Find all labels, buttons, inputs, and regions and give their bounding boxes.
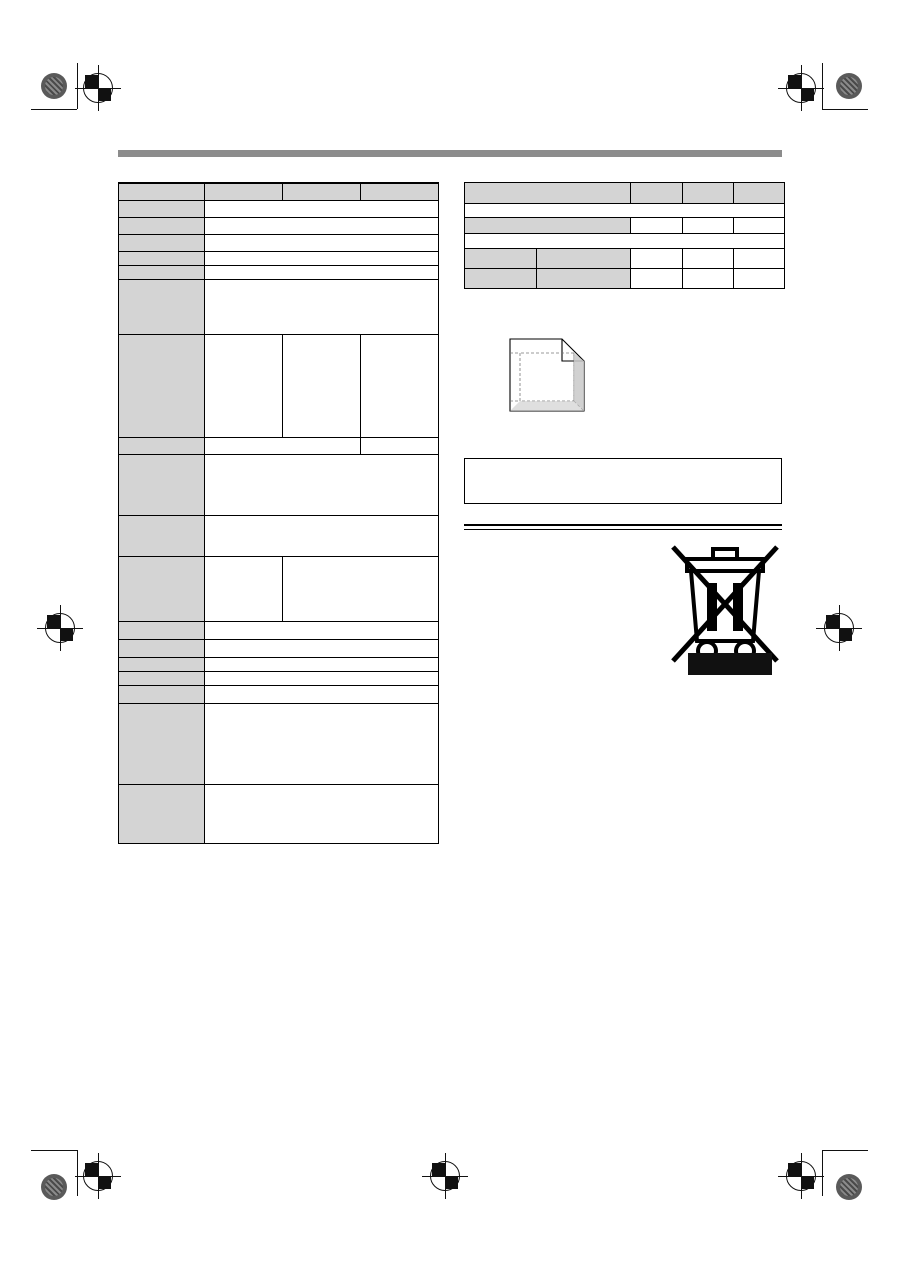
- spec-row-value: [205, 785, 439, 844]
- mini-row-label-b: [537, 269, 631, 289]
- mini-row-col2: [683, 269, 734, 289]
- mini-row-label-a: [465, 249, 537, 269]
- spec-row-value: [205, 686, 439, 704]
- table-row: [119, 686, 439, 704]
- mini-row-col2: [683, 218, 734, 234]
- spec-row-value: [205, 266, 439, 280]
- disposal-section-rule-thin: [464, 529, 782, 530]
- spec-header-col3: [361, 183, 439, 201]
- spec-header-col1: [205, 183, 283, 201]
- table-row: [119, 218, 439, 235]
- spec-row-label: [119, 704, 205, 785]
- registration-target-icon-mid-left: [45, 613, 75, 643]
- spec-row-label: [119, 252, 205, 266]
- table-row: [119, 266, 439, 280]
- spec-row-label: [119, 640, 205, 658]
- table-row: [465, 269, 785, 289]
- mini-row-full: [465, 204, 785, 218]
- table-row: [119, 704, 439, 785]
- spec-row-value: [205, 658, 439, 672]
- spec-row-value: [205, 516, 439, 557]
- spec-row-value: [205, 218, 439, 235]
- spec-row-value: [205, 704, 439, 785]
- table-row: [465, 218, 785, 234]
- isometric-box-diagram: [498, 335, 618, 435]
- mini-row-col1: [631, 269, 683, 289]
- mini-row-col1: [631, 218, 683, 234]
- spec-row-value-span: [283, 557, 439, 622]
- mini-row-col1: [631, 249, 683, 269]
- mini-row-col2: [683, 249, 734, 269]
- mini-row-col3: [734, 249, 785, 269]
- spec-row-value-col3: [361, 438, 439, 455]
- spec-row-value: [205, 672, 439, 686]
- registration-target-icon-bottom-center: [430, 1161, 460, 1191]
- spec-row-value: [205, 622, 439, 640]
- spec-header-label: [119, 183, 205, 201]
- mini-header-label: [465, 183, 631, 204]
- table-row: [119, 183, 439, 201]
- table-row: [119, 672, 439, 686]
- spec-row-label: [119, 622, 205, 640]
- spec-row-value-col1: [205, 335, 283, 438]
- spec-row-value-col3: [361, 335, 439, 438]
- spec-row-value: [205, 235, 439, 252]
- table-row: [465, 249, 785, 269]
- accessory-table: [464, 182, 785, 289]
- table-row: [119, 640, 439, 658]
- spec-row-label: [119, 235, 205, 252]
- table-row: [119, 622, 439, 640]
- spec-row-label: [119, 658, 205, 672]
- table-row: [119, 252, 439, 266]
- crop-mark-icon-bottom-right: [812, 1140, 868, 1196]
- spec-row-label: [119, 785, 205, 844]
- spec-row-label: [119, 672, 205, 686]
- mini-header-col3: [734, 183, 785, 204]
- spec-row-label: [119, 335, 205, 438]
- spec-row-value: [205, 280, 439, 335]
- spec-row-label: [119, 438, 205, 455]
- mini-row-label-b: [537, 249, 631, 269]
- spec-header-col2: [283, 183, 361, 201]
- table-row: [119, 557, 439, 622]
- spec-row-value: [205, 455, 439, 516]
- registration-target-icon-bottom-left: [83, 1161, 113, 1191]
- table-row: [465, 183, 785, 204]
- registration-target-icon-mid-right: [824, 613, 854, 643]
- table-row: [465, 234, 785, 249]
- spec-row-value: [205, 201, 439, 218]
- table-row: [119, 658, 439, 672]
- table-row: [119, 455, 439, 516]
- mini-header-col2: [683, 183, 734, 204]
- spec-row-label: [119, 280, 205, 335]
- spec-row-label: [119, 201, 205, 218]
- table-row: [119, 201, 439, 218]
- table-row: [119, 785, 439, 844]
- table-row: [119, 235, 439, 252]
- spec-row-label: [119, 266, 205, 280]
- spec-row-label: [119, 516, 205, 557]
- mini-header-col1: [631, 183, 683, 204]
- note-box: [464, 458, 782, 504]
- crop-mark-icon-top-right: [812, 63, 868, 119]
- spec-row-value-span: [205, 438, 361, 455]
- registration-target-icon-top-left: [83, 73, 113, 103]
- table-row: [119, 280, 439, 335]
- disposal-section-rule-thick: [464, 524, 782, 526]
- spec-row-label: [119, 218, 205, 235]
- table-row: [119, 438, 439, 455]
- table-row: [119, 516, 439, 557]
- disposal-bar: [688, 653, 772, 675]
- crop-mark-icon-bottom-left: [31, 1140, 87, 1196]
- spec-row-label: [119, 686, 205, 704]
- mini-row-label: [465, 218, 631, 234]
- mini-row-label-a: [465, 269, 537, 289]
- spec-row-value: [205, 252, 439, 266]
- spec-row-label: [119, 455, 205, 516]
- spec-row-value-col2: [283, 335, 361, 438]
- specifications-table: [118, 182, 439, 844]
- table-row: [465, 204, 785, 218]
- table-row: [119, 335, 439, 438]
- spec-row-label: [119, 557, 205, 622]
- crop-mark-icon-top-left: [31, 63, 87, 119]
- spec-row-value: [205, 640, 439, 658]
- mini-row-col3: [734, 269, 785, 289]
- mini-row-full: [465, 234, 785, 249]
- page-top-rule: [118, 150, 782, 157]
- mini-row-col3: [734, 218, 785, 234]
- spec-row-value-col1: [205, 557, 283, 622]
